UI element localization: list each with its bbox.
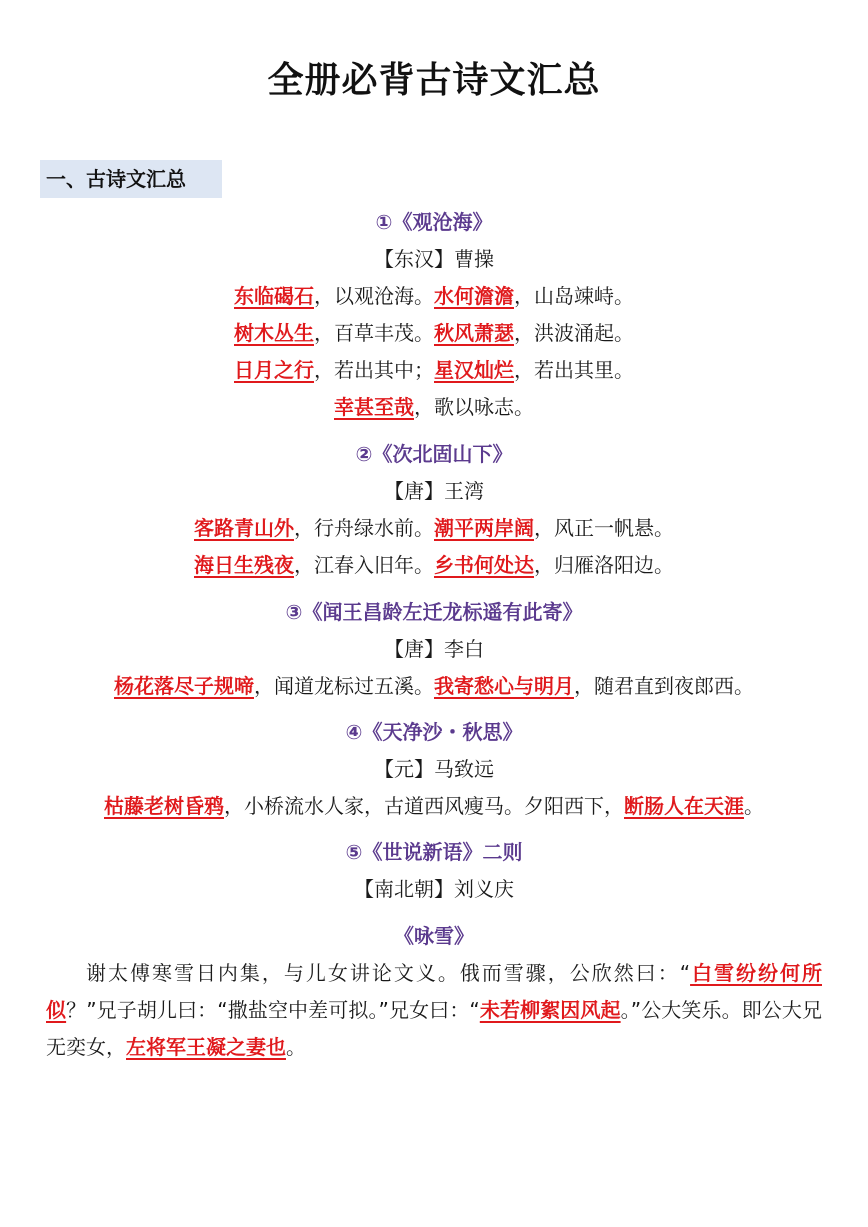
highlighted-phrase: 断肠人在天涯	[624, 794, 744, 818]
poem-ci-bei-gu-shan-xia	[0, 436, 868, 584]
poem-line	[0, 389, 868, 426]
highlighted-phrase: 星汉灿烂	[434, 358, 514, 382]
highlighted-phrase: 客路青山外	[194, 516, 294, 540]
text-segment: 。	[744, 794, 764, 818]
poem-title: ⑤《世说新语》二则	[345, 840, 523, 864]
poem-shi-shuo-xin-yu	[0, 834, 868, 908]
text-segment: ，风正一帆悬。	[534, 516, 674, 540]
highlighted-phrase: 海日生残夜	[194, 553, 294, 577]
text-segment: ，归雁洛阳边。	[534, 553, 674, 577]
text-segment: ，山岛竦峙。	[514, 284, 634, 308]
poem-author: 【东汉】曹操	[374, 247, 494, 271]
text-segment: ，若出其里。	[514, 358, 634, 382]
highlighted-phrase: 水何澹澹	[434, 284, 514, 308]
poem-line	[0, 315, 868, 352]
text-segment: 。	[286, 1035, 306, 1059]
poem-line	[0, 510, 868, 547]
text-segment: ，行舟绿水前。	[294, 516, 434, 540]
text-segment: ，百草丰茂。	[314, 321, 434, 345]
poem-author: 【元】马致远	[374, 757, 494, 781]
poem-wen-wang-chang-ling	[0, 594, 868, 705]
text-segment: ，闻道龙标过五溪。	[254, 674, 434, 698]
highlighted-phrase: 枯藤老树昏鸦	[104, 794, 224, 818]
text-segment: ，以观沧海。	[314, 284, 434, 308]
highlighted-phrase: 未若柳絮因风起	[479, 998, 621, 1022]
highlighted-phrase: 潮平两岸阔	[434, 516, 534, 540]
highlighted-phrase: 我寄愁心与明月	[434, 674, 574, 698]
poem-title: ④《天净沙・秋思》	[345, 720, 523, 744]
poem-title: ②《次北固山下》	[355, 442, 513, 466]
section-heading: 一、古诗文汇总	[40, 160, 222, 198]
prose-paragraph	[46, 955, 822, 1066]
poem-author: 【唐】王湾	[384, 479, 484, 503]
highlighted-phrase: 杨花落尽子规啼	[114, 674, 254, 698]
highlighted-phrase: 左将军王凝之妻也	[126, 1035, 286, 1059]
poem-author: 【唐】李白	[384, 637, 484, 661]
poem-tian-jing-sha	[0, 714, 868, 825]
poem-line	[0, 352, 868, 389]
text-segment: ，歌以咏志。	[414, 395, 534, 419]
page-title: 全册必背古诗文汇总	[267, 60, 601, 101]
text-segment: 谢太傅寒雪日内集，与儿女讲论文义。俄而雪骤，公欣然曰：“	[86, 961, 691, 985]
poem-line	[0, 547, 868, 584]
text-segment: ，小桥流水人家，古道西风瘦马。夕阳西下，	[224, 794, 624, 818]
text-segment: ，若出其中；	[314, 358, 434, 382]
highlighted-phrase: 东临碣石	[234, 284, 314, 308]
highlighted-phrase: 树木丛生	[234, 321, 314, 345]
poem-yong-xue	[0, 918, 868, 955]
text-segment: 。”公大笑乐。即公大兄无奕女，	[46, 998, 823, 1059]
highlighted-phrase: 白雪纷纷何所似	[46, 961, 822, 1022]
highlighted-phrase: 日月之行	[234, 358, 314, 382]
poem-title: 《咏雪》	[394, 924, 474, 948]
highlighted-phrase: 乡书何处达	[434, 553, 534, 577]
poem-guan-cang-hai	[0, 204, 868, 426]
text-segment: ？”兄子胡儿曰：“撒盐空中差可拟。”兄女曰：“	[66, 998, 480, 1022]
poem-line	[0, 278, 868, 315]
poem-line	[0, 668, 868, 705]
poem-title: ①《观沧海》	[375, 210, 493, 234]
poem-line	[0, 788, 868, 825]
poem-title: ③《闻王昌龄左迁龙标遥有此寄》	[285, 600, 583, 624]
text-segment: ，江春入旧年。	[294, 553, 434, 577]
text-segment: ，洪波涌起。	[514, 321, 634, 345]
highlighted-phrase: 秋风萧瑟	[434, 321, 514, 345]
highlighted-phrase: 幸甚至哉	[334, 395, 414, 419]
text-segment: ，随君直到夜郎西。	[574, 674, 754, 698]
poem-author: 【南北朝】刘义庆	[354, 877, 514, 901]
